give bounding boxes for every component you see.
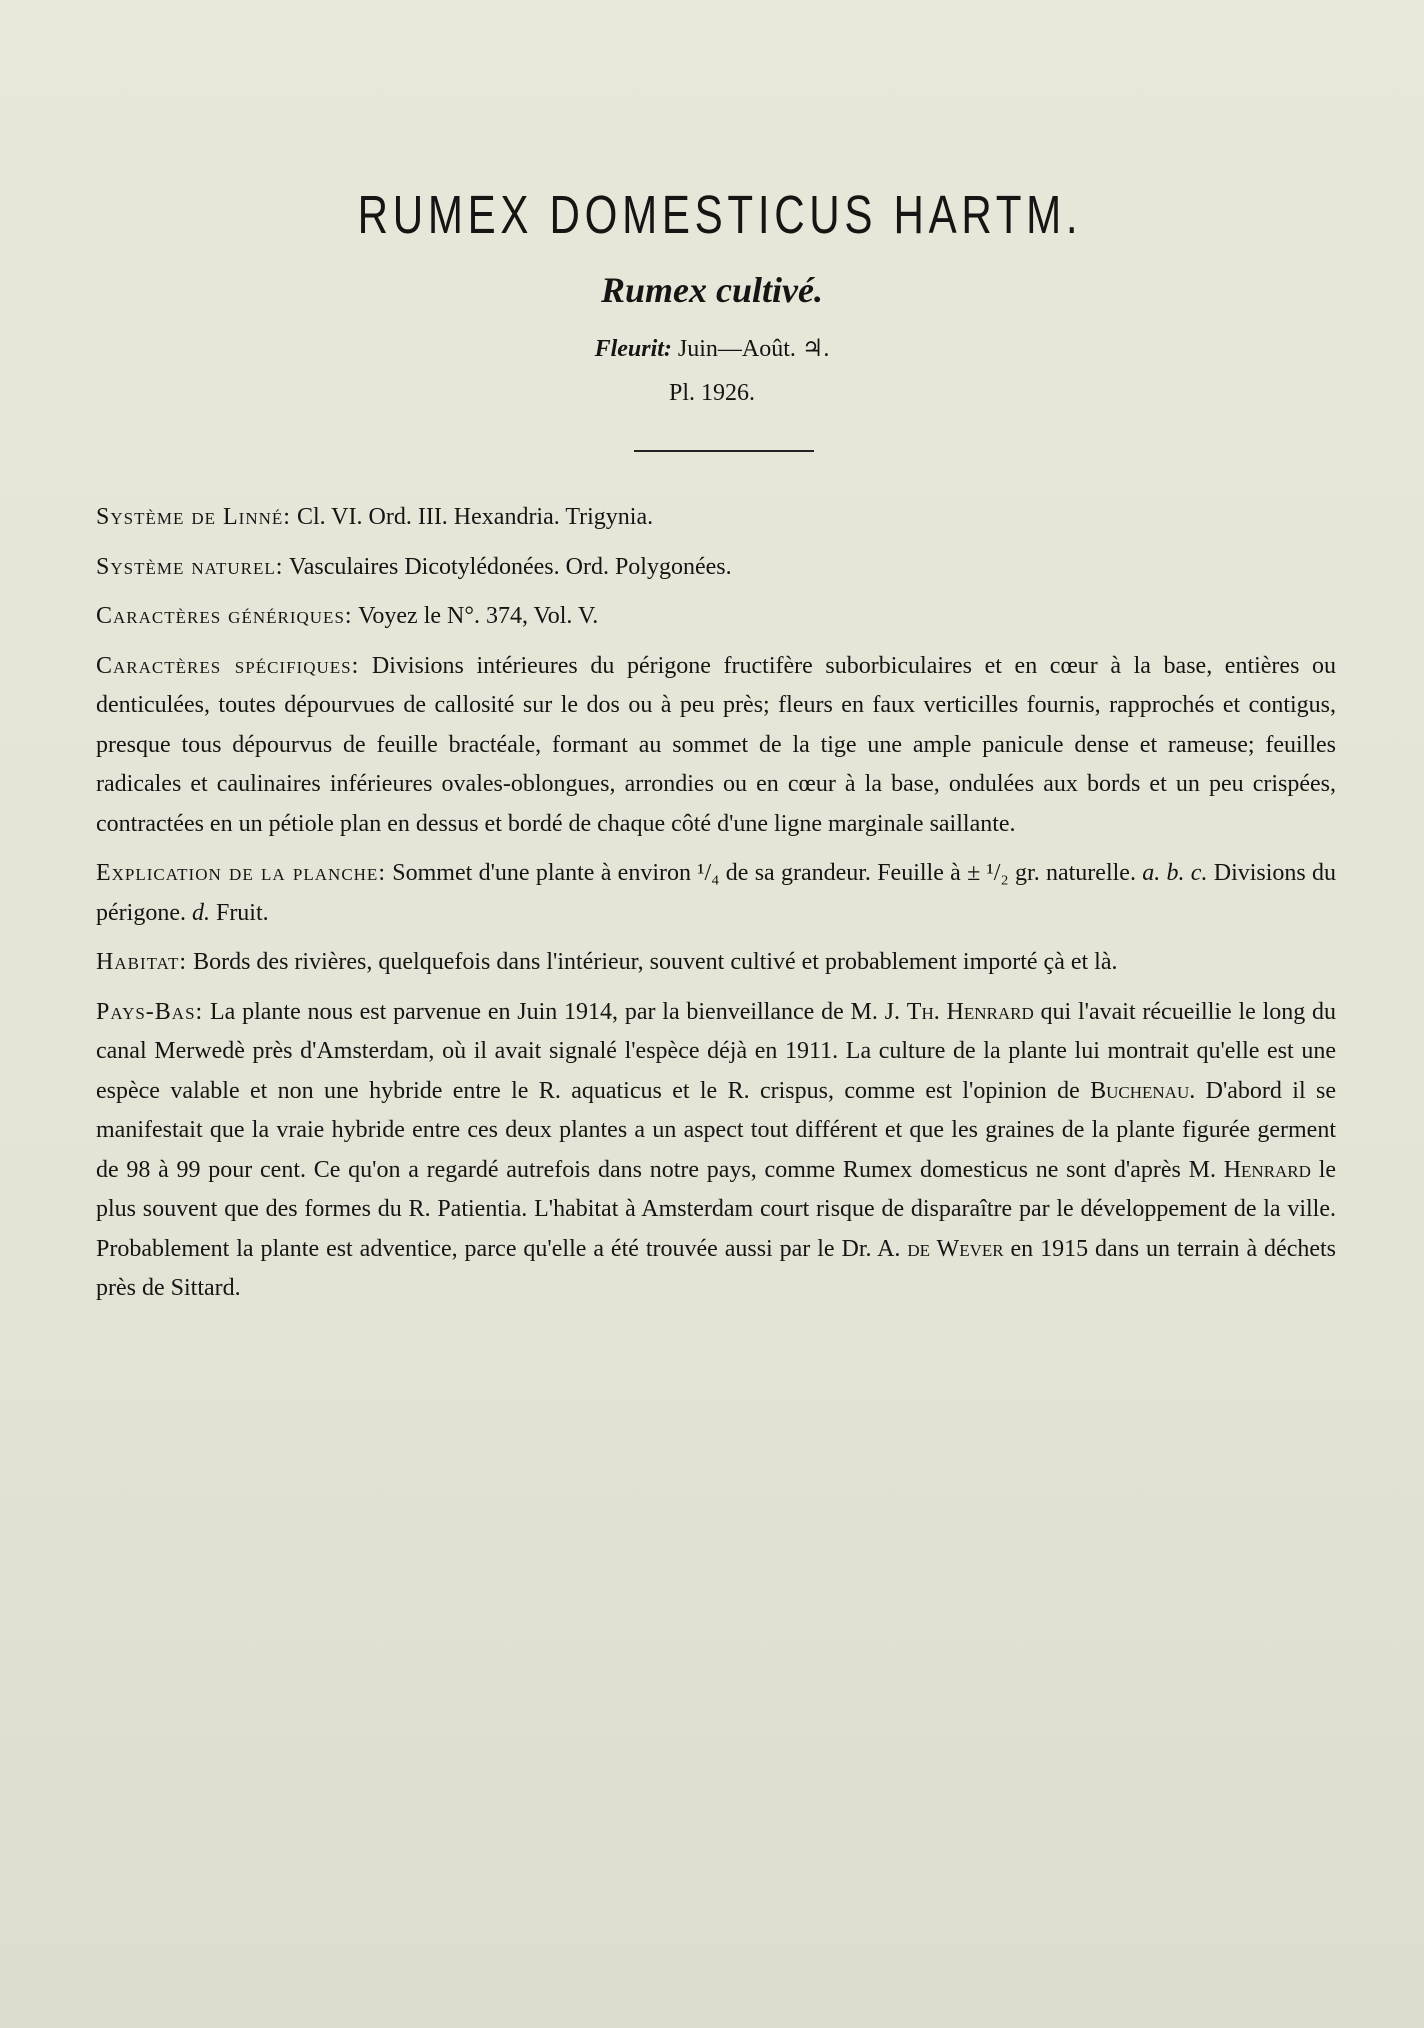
subtitle: Rumex cultivé. (601, 270, 823, 310)
section-text: Cl. VI. Ord. III. Hexandria. Trigynia. (296, 504, 654, 530)
section-habitat (96, 943, 1336, 983)
section-text: Bords des rivières, quelquefois dans l'intérieur, souvent cultivé et probablement importé çà et là. (193, 949, 1118, 975)
section-linne (96, 498, 1336, 538)
section-label: Caractères génériques: (96, 603, 353, 629)
page-title: RUMEX DOMESTICUS HARTM. (357, 185, 1083, 245)
section-label: Pays-Bas: (96, 998, 204, 1025)
flowering-label: Fleurit: (594, 336, 672, 362)
section-specifiques (96, 647, 1336, 845)
plate-number: Pl. 1926. (668, 380, 755, 406)
section-text: le plus souvent que des formes du R. Patientia. L'habitat à Amsterdam court risque de disparaître par le développement de la ville. Probablement la plante est adventice, parce qu'elle a été trouvée aussi par le Dr. A. (96, 1156, 1337, 1262)
section-text: Vasculaires Dicotylédonées. Ord. Polygonées. (289, 553, 732, 580)
section-text: D'abord il se manifestait que la vraie hybride entre ces deux plantes a un aspect tout différent et que les graines de la plante figurée germent de 98 à 99 pour cent. Ce qu'on a regardé autrefois dans notre pays, comme Rumex domesticus ne sont d'après M. (96, 1077, 1337, 1183)
section-label: Explication de la planche: (96, 860, 386, 886)
section-label: Caractères spécifiques: (96, 652, 360, 679)
body-text (96, 498, 1336, 1319)
section-label: Système naturel: (96, 553, 284, 580)
section-text: Voyez le N°. 374, Vol. V. (358, 603, 599, 629)
figure-letters: a. b. c. (1142, 860, 1208, 886)
person-name: Henrard (1223, 1156, 1311, 1183)
section-text: Fruit. (215, 899, 269, 926)
section-text: en 1915 dans un terrain à déchets près de Sittard. (96, 1235, 1337, 1301)
person-name: de Wever (907, 1235, 1004, 1262)
person-name: Th. Henrard (906, 998, 1034, 1025)
section-text: Divisions du périgone. (96, 860, 1337, 926)
section-explication (96, 854, 1336, 933)
section-text: Divisions intérieures du périgone fructifère suborbiculaires et en cœur à la base, entières ou denticulées, toutes dépourvues de callosité sur le dos ou à peu près; fleurs en faux verticilles fournis, rapprochés et contigus, presque tous dépourvus de feuille bractéale, formant au sommet de la tige une ample panicule dense et rameuse; feuilles radicales et caulinaires inférieures ovales-oblongues, arrondies ou en cœur à la base, ondulées aux bords et un peu crispées, contractées en un pétiole plan en dessus et bordé de chaque côté d'une ligne marginale saillante. (96, 652, 1337, 837)
section-label: Système de Linné: (96, 504, 291, 530)
section-text: La plante nous est parvenue en Juin 1914, par la bienveillance de M. J. (210, 998, 900, 1025)
section-generiques (96, 597, 1336, 637)
flowering-line (0, 334, 1424, 364)
divider (634, 450, 814, 452)
section-naturel (96, 548, 1336, 588)
section-paysbas (96, 993, 1336, 1309)
header (0, 180, 1424, 452)
figure-letter: d. (191, 899, 210, 926)
section-text: qui l'avait récueillie le long du canal Merwedè près d'Amsterdam, où il avait signalé l'espèce déjà en 1911. La culture de la plante lui montrait qu'elle est une espèce valable et non une hybride entre le R. aquaticus et le R. crispus, comme est l'opinion de (96, 998, 1337, 1104)
section-label: Habitat: (96, 949, 188, 975)
person-name: Buchenau. (1090, 1077, 1196, 1104)
section-text: Sommet d'une plante à environ ¹/₄ de sa grandeur. Feuille à ± ¹/₂ gr. naturelle. (392, 860, 1136, 886)
flowering-text: Juin—Août. ♃. (677, 336, 830, 362)
